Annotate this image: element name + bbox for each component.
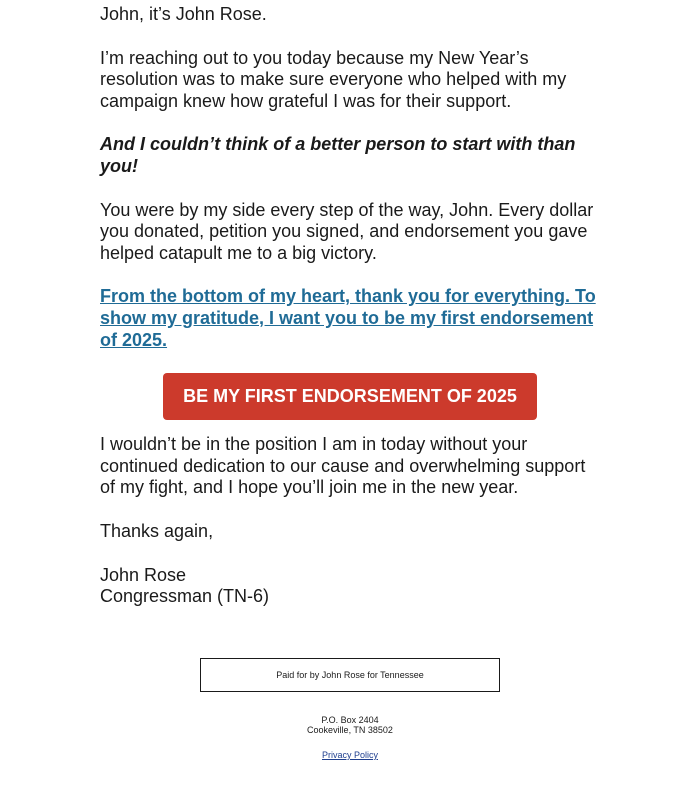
endorsement-button[interactable]: BE MY FIRST ENDORSEMENT OF 2025 (163, 373, 537, 420)
support-paragraph: You were by my side every step of the way, John. Every dollar you donated, petition you signed, and endorsement you gave helped catapult me to a big victory. (100, 199, 594, 263)
closing-text: Thanks again, (100, 520, 214, 541)
email-body (100, 4, 600, 608)
signature-name: John Rose (100, 564, 187, 585)
mailing-address (0, 715, 700, 735)
privacy-container (0, 750, 700, 760)
greeting: John, it’s John Rose. (100, 4, 267, 24)
signature-title: Congressman (TN-6) (100, 586, 270, 607)
address-line-1: P.O. Box 2404 (321, 715, 379, 725)
paid-for-disclaimer: Paid for by John Rose for Tennessee (200, 658, 500, 692)
emphasis-paragraph: And I couldn’t think of a better person to start with than you! (100, 134, 576, 176)
email-footer (0, 658, 700, 760)
gratitude-link-paragraph (100, 286, 600, 351)
gratitude-link[interactable]: From the bottom of my heart, thank you for everything. To show my gratitude, I want you to be my first endorsement of 2025. (100, 286, 596, 350)
dedication-paragraph: I wouldn’t be in the position I am in today without your continued dedication to our cause and overwhelming support of my fight, and I hope you’ll join me in the new year. (100, 434, 586, 498)
intro-paragraph: I’m reaching out to you today because my New Year’s resolution was to make sure everyone who helped with my campaign knew how grateful I was for their support. (100, 47, 567, 111)
privacy-policy-link[interactable]: Privacy Policy (321, 750, 378, 760)
cta-container (100, 373, 600, 420)
address-line-2: Cookeville, TN 38502 (307, 725, 393, 735)
